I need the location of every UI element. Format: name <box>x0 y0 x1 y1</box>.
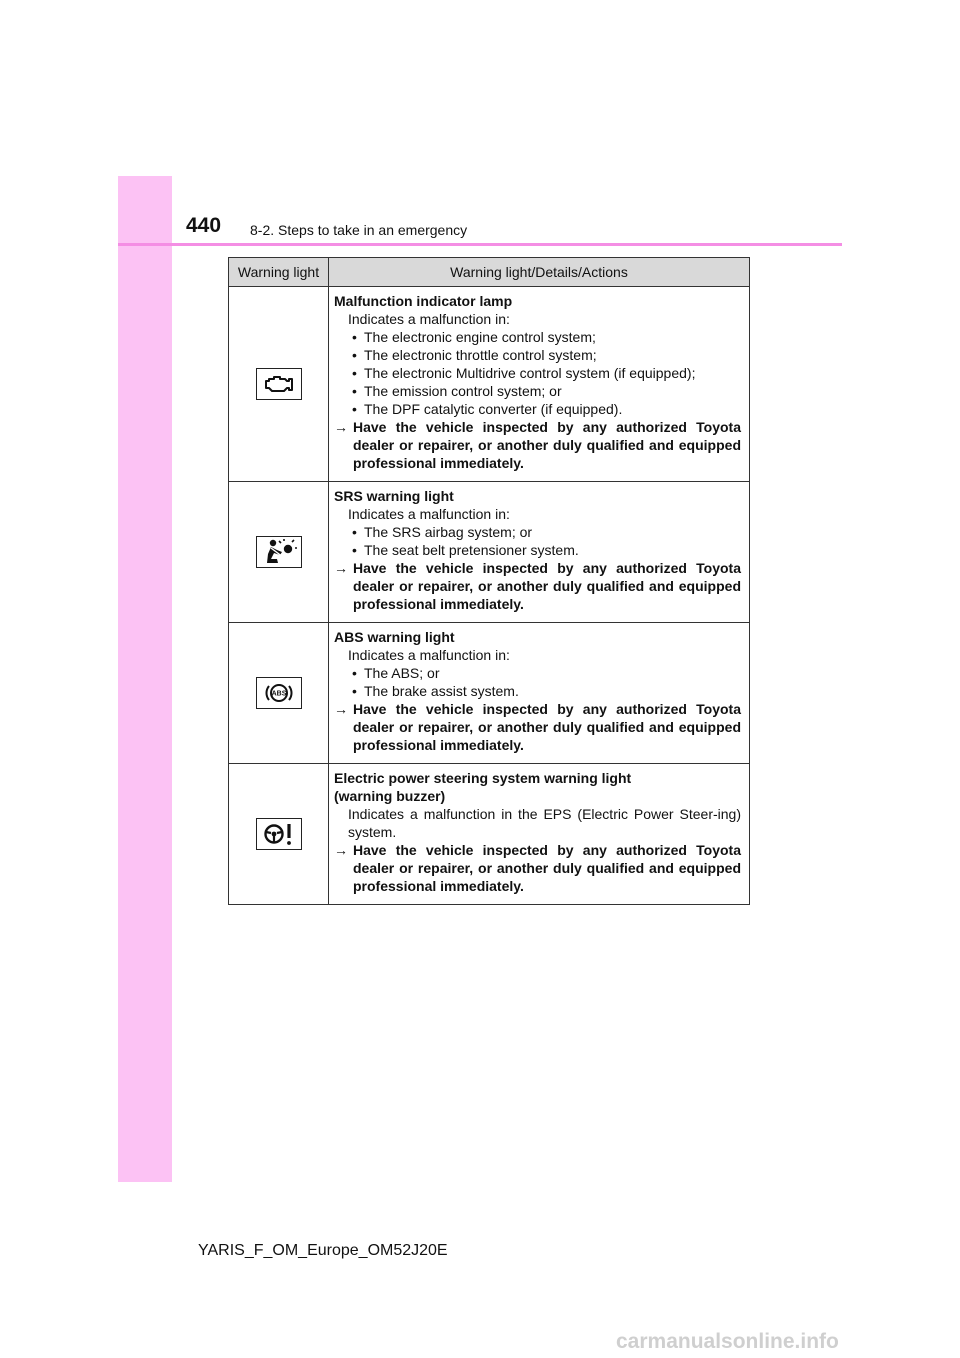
icon-cell <box>229 623 329 764</box>
abs-icon <box>256 677 302 709</box>
warning-title: ABS warning light <box>334 629 455 645</box>
bullet: • <box>352 329 357 345</box>
header-rule <box>118 243 842 246</box>
warning-description: Indicates a malfunction in: <box>348 647 510 663</box>
srs-airbag-icon <box>256 536 302 568</box>
table-header-row <box>229 258 750 287</box>
warning-title: SRS warning light <box>334 488 454 504</box>
details-cell <box>329 287 750 482</box>
power-steering-warning-icon <box>256 818 302 850</box>
table-row <box>229 764 750 905</box>
list-item: • The ABS; or <box>352 665 440 681</box>
action-text: → Have the vehicle inspected by any authorized Toyota dealer or repairer, or another duly qualified and equipped professional immediately. <box>334 419 741 471</box>
list-item: • The seat belt pretensioner system. <box>352 542 579 558</box>
watermark: carmanualsonline.info <box>616 1330 839 1353</box>
side-tab <box>118 176 172 1182</box>
arrow-right-icon: → <box>334 419 348 435</box>
table-row <box>229 482 750 623</box>
page-number: 440 <box>186 214 222 237</box>
abs-icon-label: ABS <box>271 690 286 698</box>
list-item: • The electronic Multidrive control system (if equipped); <box>352 365 696 381</box>
list-item: • The DPF catalytic converter (if equipped). <box>352 401 623 417</box>
bullet: • <box>352 401 357 417</box>
warning-light-table <box>228 257 750 905</box>
details-cell <box>329 482 750 623</box>
warning-description: Indicates a malfunction in: <box>348 311 510 327</box>
action-text: → Have the vehicle inspected by any authorized Toyota dealer or repairer, or another duly qualified and equipped professional immediately. <box>334 560 741 612</box>
column-header-warning-light: Warning light <box>229 258 329 287</box>
icon-cell <box>229 287 329 482</box>
list-item: • The emission control system; or <box>352 383 562 399</box>
arrow-right-icon: → <box>334 701 348 717</box>
bullet: • <box>352 665 357 681</box>
bullet: • <box>352 683 357 699</box>
warning-title-subline: (warning buzzer) <box>334 788 446 804</box>
list-item: • The electronic engine control system; <box>352 329 596 345</box>
action-text: → Have the vehicle inspected by any authorized Toyota dealer or repairer, or another duly qualified and equipped professional immediately. <box>334 701 741 753</box>
table-row <box>229 623 750 764</box>
section-title: 8-2. Steps to take in an emergency <box>250 222 468 238</box>
list-item: • The brake assist system. <box>352 683 519 699</box>
action-text: → Have the vehicle inspected by any authorized Toyota dealer or repairer, or another duly qualified and equipped professional immediately. <box>334 842 741 894</box>
table-row <box>229 287 750 482</box>
details-cell <box>329 623 750 764</box>
bullet: • <box>352 365 357 381</box>
list-item: • The electronic throttle control system; <box>352 347 597 363</box>
icon-cell <box>229 764 329 905</box>
warning-title: Electric power steering system warning light <box>334 770 632 786</box>
list-item: • The SRS airbag system; or <box>352 524 533 540</box>
engine-malfunction-icon <box>256 368 302 400</box>
warning-description: Indicates a malfunction in: <box>348 506 510 522</box>
warning-title: Malfunction indicator lamp <box>334 293 513 309</box>
arrow-right-icon: → <box>334 560 348 576</box>
document-id: YARIS_F_OM_Europe_OM52J20E <box>198 1242 448 1259</box>
icon-cell <box>229 482 329 623</box>
bullet: • <box>352 383 357 399</box>
bullet: • <box>352 542 357 558</box>
column-header-details: Warning light/Details/Actions <box>329 258 750 287</box>
bullet: • <box>352 347 357 363</box>
bullet: • <box>352 524 357 540</box>
warning-description: Indicates a malfunction in the EPS (Electric Power Steer-ing) system. <box>348 806 741 840</box>
arrow-right-icon: → <box>334 842 348 858</box>
details-cell <box>329 764 750 905</box>
